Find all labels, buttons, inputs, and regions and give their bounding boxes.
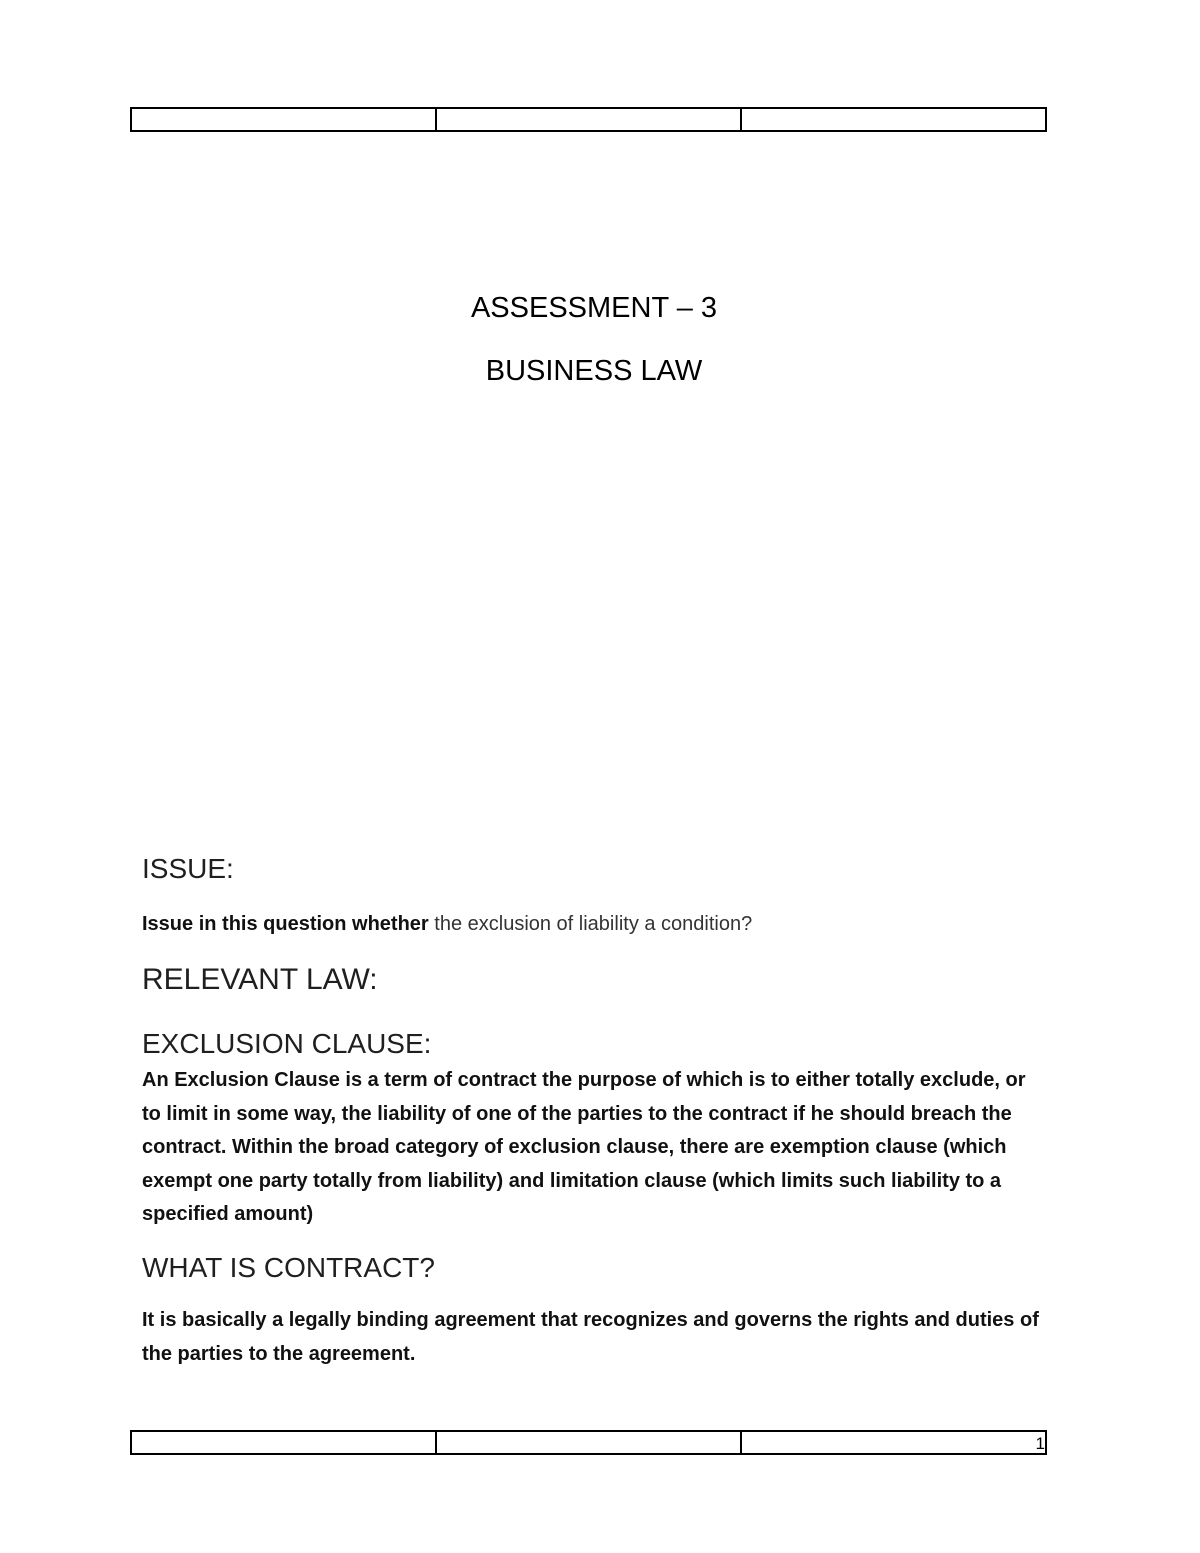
issue-text-regular: the exclusion of liability a condition? [434, 913, 753, 935]
page-number: 1 [1035, 1434, 1045, 1453]
document-title: ASSESSMENT – 3 [470, 292, 718, 324]
relevant-law-heading: RELEVANT LAW: [142, 963, 378, 996]
exclusion-clause-text: An Exclusion Clause is a term of contract the purpose of which is to either totally exclude, or to limit in some way, the liability of one of the parties to the contract if he should breach the contract. Within the broad category of exclusion clause, there are exemption clause (which exempt one party totally from liability) and limitation clause (which limits such liability to a specified amount) [142, 1069, 1026, 1226]
issue-text [142, 908, 1042, 942]
issue-heading: ISSUE: [142, 853, 234, 884]
header-cell-right [742, 109, 1045, 130]
header-cell-left [132, 109, 437, 130]
what-is-contract-text: It is basically a legally binding agreement that recognizes and governs the rights and duties of the parties to the agreement. [142, 1309, 1039, 1365]
header-table [130, 107, 1047, 132]
issue-text-bold: Issue in this question whether [142, 913, 435, 935]
exclusion-clause-heading: EXCLUSION CLAUSE: [142, 1028, 432, 1059]
document-subtitle: BUSINESS LAW [485, 355, 703, 387]
footer-cell-right [742, 1432, 1045, 1453]
footer-cell-left [132, 1432, 437, 1453]
footer-cell-middle [437, 1432, 742, 1453]
what-is-contract-heading: WHAT IS CONTRACT? [142, 1252, 435, 1283]
footer-table [130, 1430, 1047, 1455]
header-cell-middle [437, 109, 742, 130]
